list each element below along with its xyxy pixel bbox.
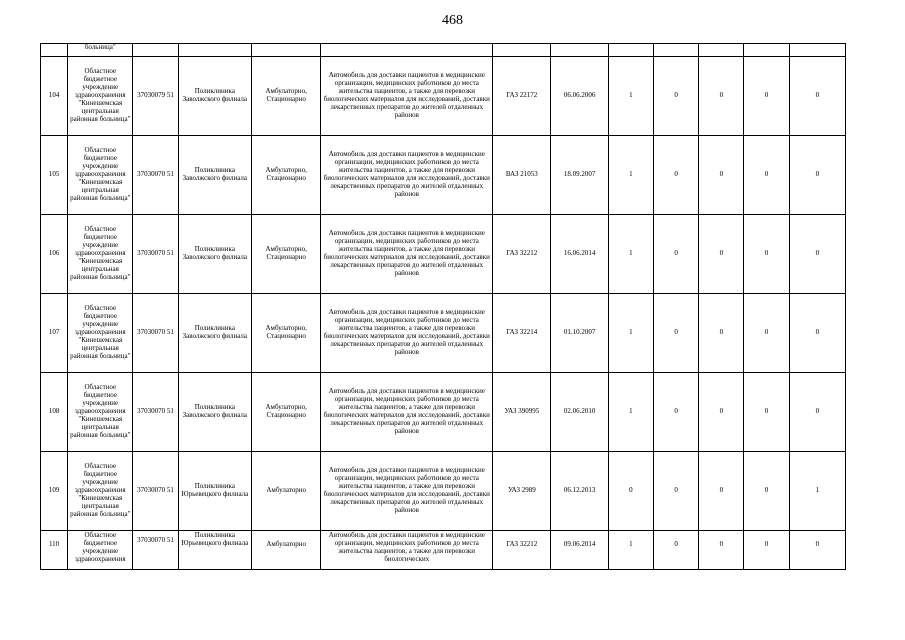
cell-value-5 bbox=[789, 531, 845, 570]
cell-care-type: Амбулаторно, Стационарно bbox=[252, 136, 321, 215]
cell-date: 02.06.2010 bbox=[551, 373, 608, 452]
cell-value-1: 1 bbox=[608, 373, 653, 452]
cell-value-1: 1 bbox=[608, 57, 653, 136]
cell-value-4: 0 bbox=[744, 57, 789, 136]
cell-text: ГАЗ 32212 bbox=[506, 540, 538, 548]
cell-row-number: 104 bbox=[41, 57, 68, 136]
cell-text: Автомобиль для доставки пациентов в медицинские организации, медицинских работников до места жительства пациентов, а также для перевозки биологических bbox=[328, 531, 485, 563]
cell-vehicle-model: УАЗ 390995 bbox=[493, 373, 551, 452]
cell-value-4: 0 bbox=[744, 373, 789, 452]
cell-value-1: 1 bbox=[608, 294, 653, 373]
cell-text: 1 bbox=[629, 540, 633, 548]
cell-value-2: 0 bbox=[653, 452, 698, 531]
cell-row-number bbox=[41, 531, 68, 570]
table-row bbox=[41, 531, 846, 570]
page-number: 468 bbox=[442, 13, 463, 28]
cell-text: 37030070 51 bbox=[137, 536, 174, 544]
cell-text: 0 bbox=[674, 540, 678, 548]
table-row bbox=[41, 215, 846, 294]
cell-empty bbox=[321, 44, 493, 57]
cell-organization: Областное бюджетное учреждение здравоохранения "Кинешемская центральная районная больница" bbox=[68, 294, 133, 373]
cell-org-continuation: больница" bbox=[68, 44, 133, 57]
cell-empty bbox=[178, 44, 251, 57]
cell-code: 37030070 51 bbox=[133, 215, 178, 294]
cell-organization: Областное бюджетное учреждение здравоохранения "Кинешемская центральная районная больница" bbox=[68, 373, 133, 452]
cell-value-1: 1 bbox=[608, 215, 653, 294]
table-row bbox=[41, 57, 846, 136]
cell-vehicle-model: УАЗ 2989 bbox=[493, 452, 551, 531]
cell-date bbox=[551, 531, 608, 570]
cell-value-2: 0 bbox=[653, 136, 698, 215]
cell-unit: Поликлиника Заволжского филиала bbox=[178, 57, 251, 136]
cell-value-2: 0 bbox=[653, 215, 698, 294]
cell-organization: Областное бюджетное учреждение здравоохранения "Кинешемская центральная районная больница" bbox=[68, 452, 133, 531]
cell-value-2 bbox=[653, 531, 698, 570]
cell-value-2: 0 bbox=[653, 57, 698, 136]
cell-purpose: Автомобиль для доставки пациентов в медицинские организации, медицинских работников до места жительства пациентов, а также для перевозки биологических материалов для исследований, доставки лекарственных препаратов до жителей отдаленных районов bbox=[321, 57, 493, 136]
cell-care-type: Амбулаторно, Стационарно bbox=[252, 294, 321, 373]
cell-value-3: 0 bbox=[699, 136, 744, 215]
cell-vehicle-model: ГАЗ 32212 bbox=[493, 215, 551, 294]
cell-code: 37030079 51 bbox=[133, 57, 178, 136]
cell-value-5: 0 bbox=[789, 57, 845, 136]
cell-value-3: 0 bbox=[699, 294, 744, 373]
table-row-continuation bbox=[41, 44, 846, 57]
cell-purpose bbox=[321, 531, 493, 570]
cell-code: 37030070 51 bbox=[133, 373, 178, 452]
cell-date: 06.12.2013 bbox=[551, 452, 608, 531]
cell-text: 0 bbox=[764, 540, 769, 548]
cell-organization bbox=[68, 531, 133, 570]
cell-organization: Областное бюджетное учреждение здравоохранения "Кинешемская центральная районная больница" bbox=[68, 215, 133, 294]
cell-value-2: 0 bbox=[653, 294, 698, 373]
cell-value-1 bbox=[608, 531, 653, 570]
cell-text: 0 bbox=[719, 540, 724, 548]
cell-text: Областное бюджетное учреждение здравоохранения bbox=[75, 531, 126, 563]
cell-value-5: 0 bbox=[789, 215, 845, 294]
cell-row-number: 108 bbox=[41, 373, 68, 452]
cell-empty bbox=[699, 44, 744, 57]
cell-date: 16.06.2014 bbox=[551, 215, 608, 294]
cell-value-4: 0 bbox=[744, 294, 789, 373]
cell-unit bbox=[178, 531, 251, 570]
cell-text: Поликлиника Юрьевецкого филиала bbox=[181, 531, 249, 547]
cell-empty bbox=[608, 44, 653, 57]
vehicle-registry-table bbox=[40, 43, 846, 570]
cell-value-4: 0 bbox=[744, 452, 789, 531]
cell-value-5: 0 bbox=[789, 136, 845, 215]
table-row bbox=[41, 452, 846, 531]
cell-unit: Поликлиника Заволжского филиала bbox=[178, 294, 251, 373]
cell-value-4: 0 bbox=[744, 136, 789, 215]
cell-unit: Поликлиника Заволжского филиала bbox=[178, 215, 251, 294]
cell-organization: Областное бюджетное учреждение здравоохранения "Кинешемская центральная районная больница" bbox=[68, 57, 133, 136]
cell-care-type: Амбулаторно, Стационарно bbox=[252, 57, 321, 136]
cell-value-3: 0 bbox=[699, 373, 744, 452]
table-row bbox=[41, 294, 846, 373]
cell-care-type: Амбулаторно bbox=[252, 452, 321, 531]
cell-value-4: 0 bbox=[744, 215, 789, 294]
cell-date: 01.10.2007 bbox=[551, 294, 608, 373]
cell-row-number: 105 bbox=[41, 136, 68, 215]
cell-code: 37030070 51 bbox=[133, 294, 178, 373]
table-row bbox=[41, 136, 846, 215]
cell-empty bbox=[493, 44, 551, 57]
cell-value-5: 0 bbox=[789, 373, 845, 452]
cell-code: 37030070 51 bbox=[133, 136, 178, 215]
cell-value-3 bbox=[699, 531, 744, 570]
cell-value-3: 0 bbox=[699, 57, 744, 136]
cell-vehicle-model: ВАЗ 21053 bbox=[493, 136, 551, 215]
cell-unit: Поликлиника Заволжского филиала bbox=[178, 373, 251, 452]
cell-vehicle-model bbox=[493, 531, 551, 570]
cell-value-1: 1 bbox=[608, 136, 653, 215]
cell-care-type bbox=[252, 531, 321, 570]
cell-value-5: 1 bbox=[789, 452, 845, 531]
cell-value-1: 0 bbox=[608, 452, 653, 531]
cell-row-number: 109 bbox=[41, 452, 68, 531]
cell-code: 37030070 51 bbox=[133, 452, 178, 531]
cell-value-3: 0 bbox=[699, 215, 744, 294]
cell-care-type: Амбулаторно, Стационарно bbox=[252, 373, 321, 452]
cell-purpose: Автомобиль для доставки пациентов в медицинские организации, медицинских работников до места жительства пациентов, а также для перевозки биологических материалов для исследований, доставки лекарственных препаратов до жителей отдаленных районов bbox=[321, 136, 493, 215]
cell-value-4 bbox=[744, 531, 789, 570]
cell-purpose: Автомобиль для доставки пациентов в медицинские организации, медицинских работников до места жительства пациентов, а также для перевозки биологических материалов для исследований, доставки лекарственных препаратов до жителей отдаленных районов bbox=[321, 294, 493, 373]
cell-unit: Поликлиника Юрьевецкого филиала bbox=[178, 452, 251, 531]
cell-code bbox=[133, 531, 178, 570]
cell-value-5: 0 bbox=[789, 294, 845, 373]
cell-empty bbox=[252, 44, 321, 57]
cell-empty bbox=[653, 44, 698, 57]
cell-organization: Областное бюджетное учреждение здравоохранения "Кинешемская центральная районная больница" bbox=[68, 136, 133, 215]
cell-unit: Поликлиника Заволжского филиала bbox=[178, 136, 251, 215]
cell-text: 09.06.2014 bbox=[563, 540, 596, 548]
cell-vehicle-model: ГАЗ 22172 bbox=[493, 57, 551, 136]
cell-text: 0 bbox=[815, 540, 820, 548]
cell-value-2: 0 bbox=[653, 373, 698, 452]
cell-empty bbox=[789, 44, 845, 57]
cell-purpose: Автомобиль для доставки пациентов в медицинские организации, медицинских работников до места жительства пациентов, а также для перевозки биологических материалов для исследований, доставки лекарственных препаратов до жителей отдаленных районов bbox=[321, 452, 493, 531]
cell-care-type: Амбулаторно, Стационарно bbox=[252, 215, 321, 294]
cell-date: 06.06.2006 bbox=[551, 57, 608, 136]
cell-row-number: 106 bbox=[41, 215, 68, 294]
cell-value-3: 0 bbox=[699, 452, 744, 531]
cell-empty bbox=[41, 44, 68, 57]
cell-text: Амбулаторно bbox=[266, 540, 306, 548]
cell-empty bbox=[133, 44, 178, 57]
cell-purpose: Автомобиль для доставки пациентов в медицинские организации, медицинских работников до места жительства пациентов, а также для перевозки биологических материалов для исследований, доставки лекарственных препаратов до жителей отдаленных районов bbox=[321, 215, 493, 294]
cell-date: 18.09.2007 bbox=[551, 136, 608, 215]
cell-row-number: 107 bbox=[41, 294, 68, 373]
cell-purpose: Автомобиль для доставки пациентов в медицинские организации, медицинских работников до места жительства пациентов, а также для перевозки биологических материалов для исследований, доставки лекарственных препаратов до жителей отдаленных районов bbox=[321, 373, 493, 452]
cell-empty bbox=[551, 44, 608, 57]
cell-vehicle-model: ГАЗ 32214 bbox=[493, 294, 551, 373]
cell-empty bbox=[744, 44, 789, 57]
table-row bbox=[41, 373, 846, 452]
cell-text: 110 bbox=[48, 540, 60, 548]
